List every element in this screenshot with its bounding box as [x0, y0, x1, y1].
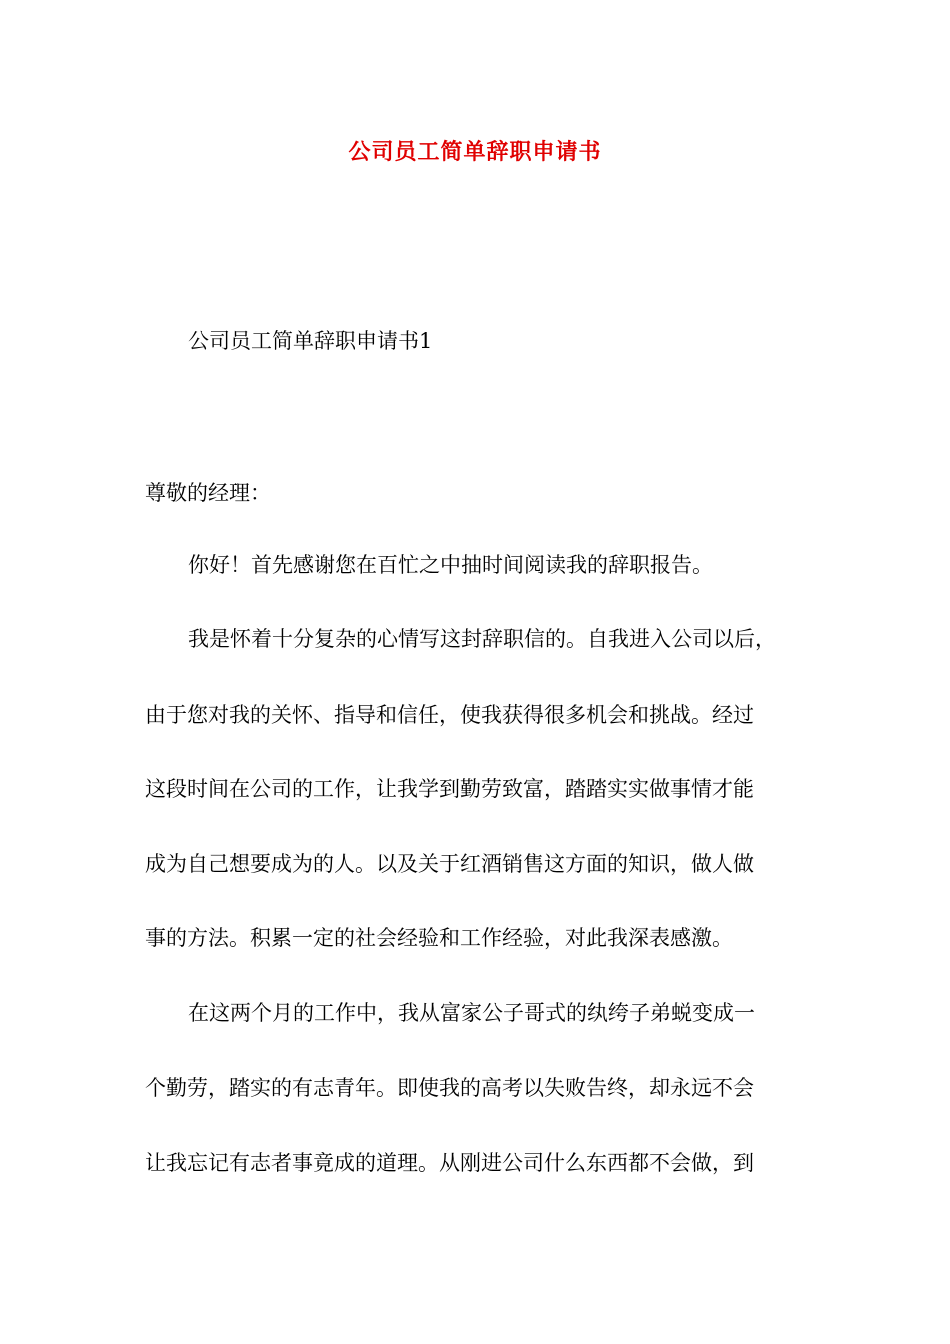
- paragraph-line: 事的方法。积累一定的社会经验和工作经验，对此我深表感激。: [145, 926, 733, 950]
- paragraph-line: 我是怀着十分复杂的心情写这封辞职信的。自我进入公司以后，: [188, 627, 776, 651]
- section-heading: 公司员工简单辞职申请书1: [188, 329, 433, 353]
- paragraph-line: 让我忘记有志者事竟成的道理。从刚进公司什么东西都不会做，到: [145, 1151, 754, 1175]
- paragraph-line: 在这两个月的工作中，我从富家公子哥式的纨绔子弟蜕变成一: [188, 1001, 755, 1025]
- paragraph-line: 你好！首先感谢您在百忙之中抽时间阅读我的辞职报告。: [188, 553, 713, 577]
- paragraph-line: 这段时间在公司的工作，让我学到勤劳致富，踏踏实实做事情才能: [145, 777, 754, 801]
- paragraph-line: 成为自己想要成为的人。以及关于红酒销售这方面的知识，做人做: [145, 852, 754, 876]
- salutation: 尊敬的经理：: [145, 481, 271, 505]
- document-title: 公司员工简单辞职申请书: [348, 139, 602, 165]
- paragraph-line: 由于您对我的关怀、指导和信任，使我获得很多机会和挑战。经过: [145, 703, 754, 727]
- paragraph-line: 个勤劳，踏实的有志青年。即使我的高考以失败告终，却永远不会: [145, 1076, 754, 1100]
